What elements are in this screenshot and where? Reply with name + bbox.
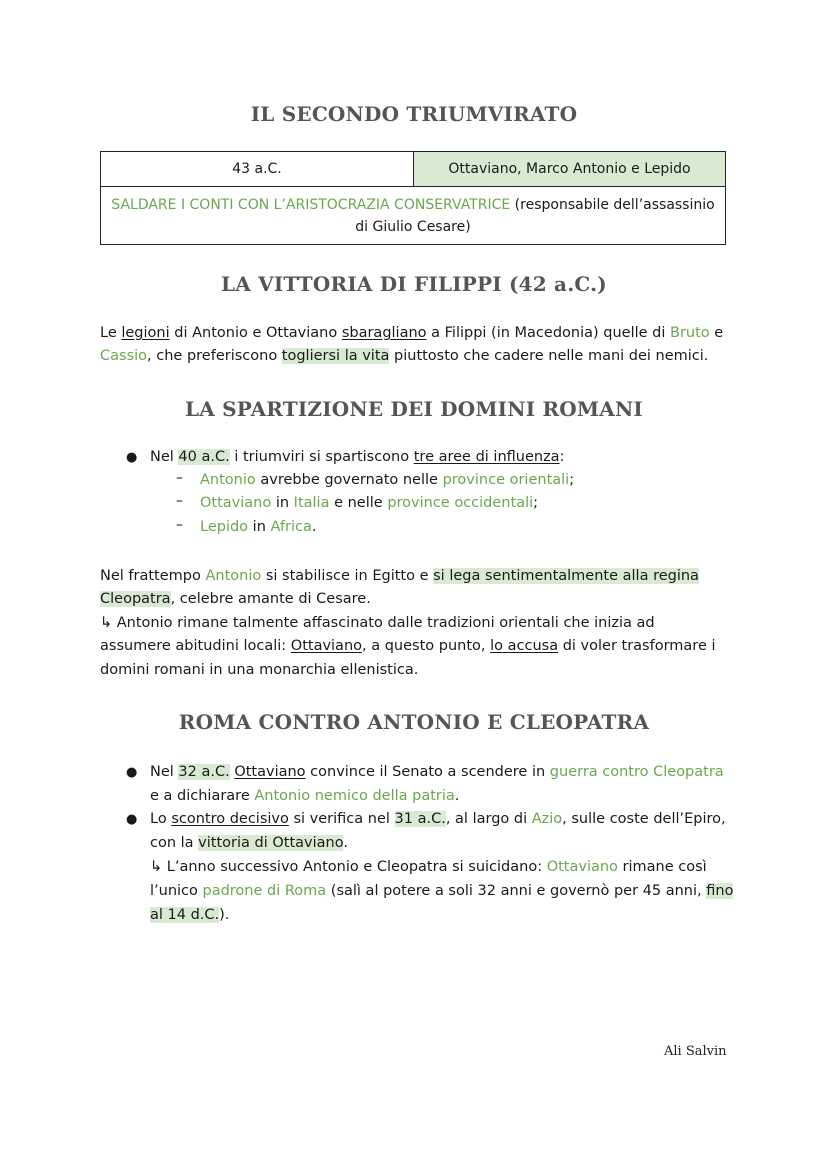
text: a Filippi (in Macedonia) quelle di: [431, 325, 666, 341]
text: ).: [219, 907, 230, 923]
text-azio: Azio: [531, 811, 563, 827]
table-cell-members: Ottaviano, Marco Antonio e Lepido: [414, 152, 726, 187]
roma-bullet-2-line3: [150, 856, 707, 879]
text-togliersi: togliersi la vita: [281, 348, 390, 364]
text: , sulle coste dell’Epiro,: [562, 811, 726, 827]
goal-green-text: SALDARE I CONTI CON L’ARISTOCRAZIA CONSERVATRICE: [111, 196, 511, 213]
text: .: [343, 835, 348, 851]
text: .: [311, 519, 317, 535]
roma-bullet-1-line2: [150, 785, 459, 808]
text: , che preferiscono: [147, 348, 278, 364]
text-africa: Africa: [270, 519, 312, 535]
roma-bullet-2-line4: [150, 880, 733, 903]
text-antonio: Antonio: [200, 472, 256, 488]
text: avrebbe governato nelle: [260, 472, 438, 488]
text: di Antonio e Ottaviano: [174, 325, 338, 341]
text-ottaviano: Ottaviano: [200, 495, 272, 511]
spartizione-dash-2: [200, 492, 538, 515]
text: e a dichiarare: [150, 788, 250, 804]
text-year: 32 a.C.: [178, 764, 230, 780]
spartizione-para-line5: domini romani in una monarchia ellenistica.: [100, 662, 419, 678]
text-sbaragliano: sbaragliano: [341, 325, 427, 341]
goal-rest-text: (responsabile dell’assassinio: [514, 196, 715, 213]
text: :: [559, 449, 565, 465]
text: , a questo punto,: [362, 638, 486, 654]
text: ;: [569, 472, 575, 488]
text: di voler trasformare i: [562, 638, 716, 654]
table-cell-goal: [101, 187, 726, 245]
text: , celebre amante di Cesare.: [170, 591, 371, 607]
text: si verifica nel: [293, 811, 390, 827]
dash-icon: –: [176, 493, 183, 509]
dash-icon: –: [176, 517, 183, 533]
text-cassio: Cassio: [100, 348, 148, 364]
text-accusa: lo accusa: [490, 638, 559, 654]
text: i triumviri si spartiscono: [234, 449, 410, 465]
text-lepido: Lepido: [200, 519, 249, 535]
spartizione-para-line4: [100, 635, 716, 658]
roma-bullet-2-line5: [150, 904, 229, 927]
text: , al largo di: [445, 811, 528, 827]
text-fino: fino: [706, 883, 734, 899]
section-heading-filippi: LA VITTORIA DI FILIPPI (42 a.C.): [221, 272, 607, 296]
text-province: province orientali: [442, 472, 570, 488]
text: ↳ L’anno successivo Antonio e Cleopatra si suicidano:: [150, 859, 543, 875]
text-guerra: guerra contro Cleopatra: [549, 764, 724, 780]
text-nemico: Antonio nemico della patria: [254, 788, 455, 804]
text-cleopatra: Cleopatra: [100, 591, 171, 607]
text: in: [275, 495, 290, 511]
text: Le: [100, 325, 117, 341]
spartizione-bullet-1: [150, 446, 564, 469]
text: Nel frattempo: [100, 568, 201, 584]
text: l’unico: [150, 883, 198, 899]
spartizione-para-line3: ↳ Antonio rimane talmente affascinato dalle tradizioni orientali che inizia ad: [100, 615, 655, 631]
text: con la: [150, 835, 194, 851]
text-year: 31 a.C.: [394, 811, 446, 827]
roma-bullet-2-line2: [150, 832, 348, 855]
text: rimane così: [622, 859, 707, 875]
text-legioni: legioni: [121, 325, 170, 341]
text-aree: tre aree di influenza: [413, 449, 560, 465]
text-ottaviano: Ottaviano: [290, 638, 363, 654]
table-cell-year: 43 a.C.: [101, 152, 414, 187]
text: e: [714, 325, 724, 341]
spartizione-dash-3: [200, 516, 316, 539]
text: Nel: [150, 764, 174, 780]
text-italia: Italia: [293, 495, 330, 511]
text: Lo: [150, 811, 167, 827]
filippi-para-line2: [100, 345, 708, 368]
text-antonio: Antonio: [205, 568, 262, 584]
text-ottaviano: Ottaviano: [234, 764, 306, 780]
goal-line2-text: di Giulio Cesare): [355, 218, 471, 235]
text-ottaviano: Ottaviano: [546, 859, 618, 875]
triumvirate-table: [100, 151, 726, 245]
page-title: IL SECONDO TRIUMVIRATO: [250, 102, 578, 126]
text: .: [454, 788, 460, 804]
roma-bullet-1-line1: [150, 761, 724, 784]
text: Nel: [150, 449, 174, 465]
text: convince il Senato a scendere in: [310, 764, 546, 780]
spartizione-para-line2: [100, 588, 371, 611]
text: e nelle: [334, 495, 383, 511]
text-padrone: padrone di Roma: [202, 883, 327, 899]
filippi-para-line1: [100, 322, 723, 345]
bullet-icon: ●: [126, 765, 138, 780]
text: in: [252, 519, 266, 535]
text-date: al 14 d.C.: [150, 907, 220, 923]
spartizione-dash-1: [200, 469, 574, 492]
text: assumere abitudini locali:: [100, 638, 287, 654]
text-province: province occidentali: [387, 495, 534, 511]
bullet-icon: ●: [126, 812, 138, 827]
text-vittoria: vittoria di Ottaviano: [198, 835, 344, 851]
text: si stabilisce in Egitto e: [265, 568, 429, 584]
text: ;: [533, 495, 539, 511]
text-bruto: Bruto: [670, 325, 710, 341]
text-highlight: si lega sentimentalmente alla regina: [433, 568, 699, 584]
author-signature: Ali Salvin: [664, 1044, 727, 1059]
text: (salì al potere a soli 32 anni e governò per 45 anni,: [330, 883, 702, 899]
section-heading-roma: ROMA CONTRO ANTONIO E CLEOPATRA: [178, 710, 650, 734]
dash-icon: –: [176, 470, 183, 486]
text-year: 40 a.C.: [178, 449, 230, 465]
text: piuttosto che cadere nelle mani dei nemici.: [394, 348, 709, 364]
bullet-icon: ●: [126, 450, 138, 465]
section-heading-spartizione: LA SPARTIZIONE DEI DOMINI ROMANI: [185, 397, 643, 421]
roma-bullet-2-line1: [150, 808, 726, 831]
text-scontro: scontro decisivo: [171, 811, 289, 827]
spartizione-para-line1: [100, 565, 699, 588]
